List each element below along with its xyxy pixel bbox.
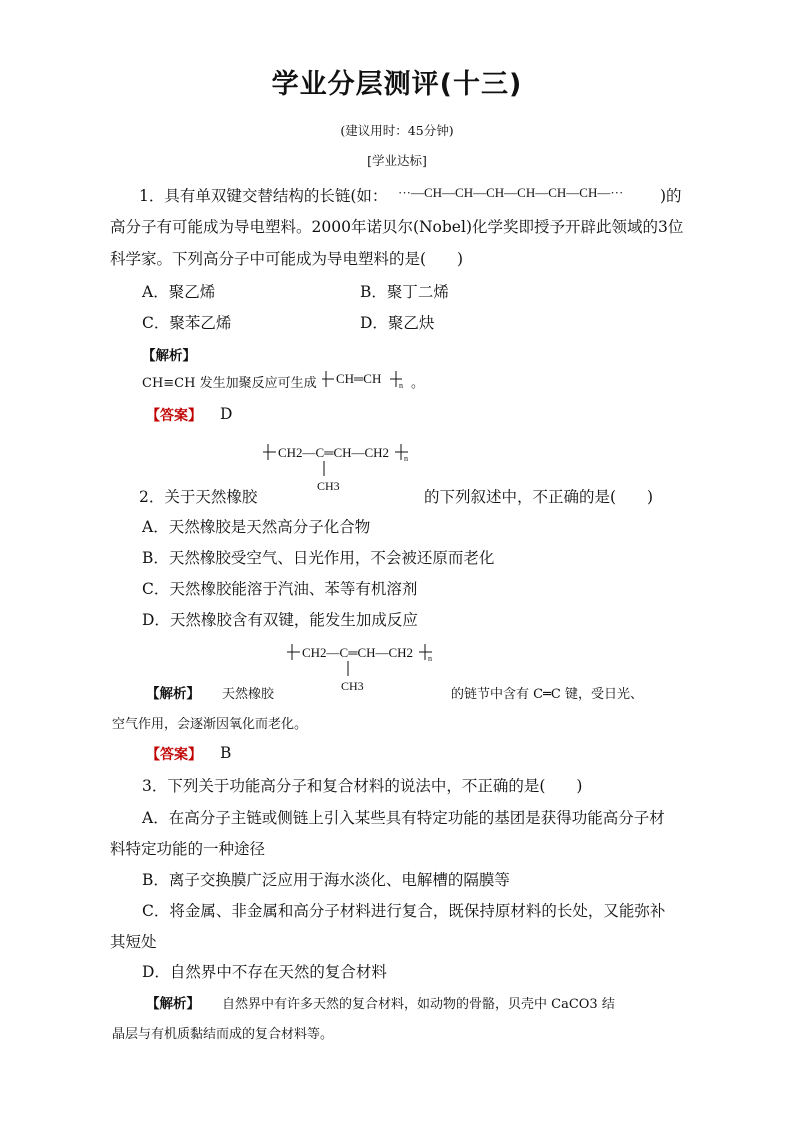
q1-stem-line1: 1．具有单双键交替结构的长链(如： [139, 187, 388, 205]
q1-answer-label: 【答案】 [146, 408, 202, 424]
q2-analysis-text-2: 的链节中含有 C═C 键，受日光、 [451, 687, 643, 702]
svg-text:CH═CH: CH═CH [336, 371, 382, 386]
q3-option-a-line2: 料特定功能的一种途径 [110, 840, 266, 858]
q1-stem-line2: 高分子有可能成为导电塑料。2000年诺贝尔(Nobel)化学奖即授予开辟此领域的3位 [110, 218, 684, 236]
q2-option-c: C．天然橡胶能溶于汽油、苯等有机溶剂 [142, 580, 418, 598]
q1-chain-formula: ···—CH—CH—CH—CH—CH—CH—··· [398, 185, 624, 200]
q2-option-b: B．天然橡胶受空气、日光作用，不会被还原而老化 [142, 549, 495, 567]
svg-text:n: n [399, 381, 403, 390]
time-note: (建议用时：45分钟) [340, 123, 454, 138]
q1-stem-line3: 科学家。下列高分子中可能成为导电塑料的是( ) [110, 250, 464, 268]
q3-option-a-line1: A．在高分子主链或侧链上引入某些具有特定功能的基团是获得功能高分子材 [142, 809, 665, 827]
q1-polyacetylene-formula [320, 368, 412, 394]
q2-answer-label: 【答案】 [146, 747, 202, 763]
q3-option-c-line2: 其短处 [110, 933, 157, 951]
q2-analysis-text: 天然橡胶 [222, 687, 275, 702]
q2-rubber-formula [260, 440, 410, 496]
q1-analysis-label: 【解析】 [142, 348, 196, 364]
svg-text:CH2—C═CH—CH2: CH2—C═CH—CH2 [278, 445, 390, 460]
q1-answer: D [220, 405, 233, 423]
svg-text:n: n [404, 454, 408, 463]
q3-analysis-label: 【解析】 [146, 996, 200, 1012]
svg-text:CH3: CH3 [317, 479, 340, 492]
q1-stem-line1-end: )的 [660, 187, 682, 205]
q2-stem: 2．关于天然橡胶 [139, 488, 258, 506]
q3-stem: 3．下列关于功能高分子和复合材料的说法中，不正确的是( ) [142, 777, 583, 795]
q2-analysis-label: 【解析】 [146, 686, 200, 702]
q3-option-b: B．离子交换膜广泛应用于海水淡化、电解槽的隔膜等 [142, 871, 510, 889]
q3-option-c-line1: C．将金属、非金属和高分子材料进行复合，既保持原材料的长处，又能弥补 [142, 902, 666, 920]
svg-text:n: n [428, 654, 432, 663]
q1-analysis-end: 。 [411, 376, 425, 391]
q1-option-a: A．聚乙烯 [142, 283, 216, 301]
q3-analysis-text: 自然界中有许多天然的复合材料，如动物的骨骼，贝壳中 CaCO3 结 [222, 997, 615, 1012]
page-title: 学业分层测评(十三) [271, 69, 523, 100]
svg-text:CH3: CH3 [341, 679, 364, 692]
q1-analysis-text: CH≡CH 发生加聚反应可生成 [142, 376, 317, 391]
q3-option-d: D．自然界中不存在天然的复合材料 [142, 963, 387, 981]
section-heading: [学业达标] [367, 153, 427, 168]
q1-option-d: D．聚乙炔 [360, 314, 435, 332]
q2-answer: B [220, 744, 232, 762]
svg-text:CH2—C═CH—CH2: CH2—C═CH—CH2 [302, 645, 414, 660]
q1-option-c: C．聚苯乙烯 [142, 314, 232, 332]
q3-analysis-text-2: 晶层与有机质黏结而成的复合材料等。 [112, 1027, 334, 1042]
q1-option-b: B．聚丁二烯 [360, 283, 449, 301]
q2-option-a: A．天然橡胶是天然高分子化合物 [142, 518, 371, 536]
q2-option-d: D．天然橡胶含有双键，能发生加成反应 [142, 611, 418, 629]
q2-analysis-formula [284, 640, 434, 696]
q2-analysis-text-3: 空气作用，会逐渐因氧化而老化。 [112, 717, 308, 732]
q2-stem-end: 的下列叙述中，不正确的是( ) [424, 488, 654, 506]
